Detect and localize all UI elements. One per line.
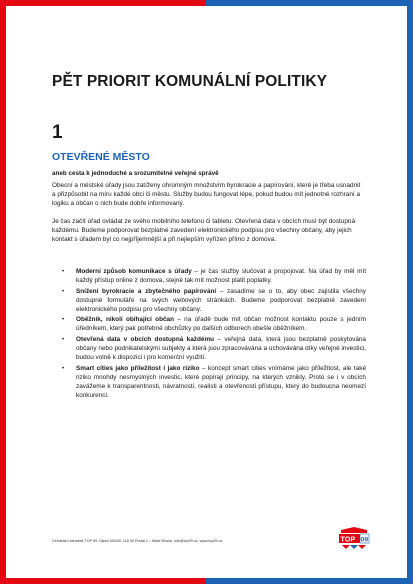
frame-bottom-blue — [206, 578, 413, 584]
section-lead: aneb cesta k jednoduché a srozumitelné veřejné správě — [52, 170, 219, 177]
list-item-text: – koncept smart cities vnímáme jako příležitost, ale také riziko mnohdy nesmyslných investic, které popírají principy, na kterých vznikly. Proto se i v obcích zavážeme k transparentnosti, návratnosti, realisti a otevřenosti přístupu, který do budoucna neomezí konkurenci. — [76, 364, 366, 399]
bullet-icon: • — [62, 365, 65, 372]
list-item-text: – je čas služby slučovat a propojovat. Na úřad by měl mít každý přístup online z domova, stejně tak mít možnost platit poplatky. — [76, 268, 366, 284]
paragraph-2: Je čas začít úřad ovládat ze svého mobilního telefonu či tabletu. Otevřená data v obcích musí být dostupná každému. Budeme podporovat bezplatné zavedení elektronického podpisu pro všechny občany, aby jejich kontakt s úřadem byl co nejpříjemnější a při nejlepším vyřízen přímo z domova. — [52, 218, 356, 243]
section-number: 1 — [52, 122, 63, 143]
section-title: OTEVŘENÉ MĚSTO — [52, 151, 150, 163]
list-item-heading: Moderní způsob komunikace s úřady — [76, 268, 192, 275]
document-title: PĚT PRIORIT KOMUNÁLNÍ POLITIKY — [52, 73, 328, 90]
list-item — [62, 365, 366, 401]
logo-text-num: 09 — [360, 536, 369, 544]
bullet-icon: • — [62, 317, 65, 324]
bullet-icon: • — [62, 337, 65, 344]
list-item — [62, 268, 366, 286]
logo-flag-red-icon — [342, 545, 350, 549]
frame-right-blue — [407, 0, 413, 584]
list-item — [62, 316, 366, 334]
frame-bottom-red — [0, 578, 206, 584]
list-item-text: – zasadíme se o to, aby obec zajistila všechny dostupné formuláře na svých webových stránkách. Budeme podporovat bezplatné zavedení elektronického podpisu pro všechny občany. — [76, 287, 366, 313]
list-item-heading: Oběžník, nikoli obíhající občan — [76, 316, 174, 324]
logo-flag-blue-icon — [350, 545, 358, 549]
frame-left-red — [0, 0, 6, 584]
list-item — [62, 336, 366, 363]
list-item-heading: Otevřená data v obcích dostupná každému — [76, 336, 215, 344]
bullet-icon: • — [62, 269, 65, 275]
frame-top-red — [0, 0, 206, 6]
logo-text-top: TOP — [340, 534, 356, 544]
list-item-text: – na úřadě bude mít občan možnost kontaktu pouze s jedním úředníkem, který pak potřebné obchůzky po dalších odborech obešle oběžníkem. — [76, 316, 367, 333]
list-item — [62, 288, 366, 315]
logo-roof-icon — [341, 527, 367, 533]
logo-flag-red2-icon — [358, 545, 366, 549]
top09-logo — [338, 526, 370, 551]
paragraph-1: Obecní a městské úřady jsou zatíženy ohromným množstvím byrokracie a papírování, které je třeba usnadnit a přizpůsobit na míru každé obci či městu. Služby budou fungovat lépe, pokud budou mít jednotné rozhraní a logiku a občan o nich bude dobře informovaný. — [52, 182, 361, 207]
priority-list — [62, 268, 366, 402]
footer-address: Celostátní kancelář TOP 09, Újezd 450/40, 118 00 Praha 1 – Malá Strana, info@top09.cz, www.top09.cz — [52, 539, 223, 543]
frame-top-blue — [206, 0, 413, 6]
list-item-heading: Smart cities jako příležitost i jako riziko — [76, 364, 200, 372]
list-item-text: – veřejná data, která jsou bezplatně poskytována občany nebo podnikatelskými subjekty a která jsou zpracovávána a uchovávána díky veřejné investici, budou volně k dispozici i pro komerční využití. — [76, 336, 366, 361]
list-item-heading: Snížení byrokracie a zbytečného papírování — [76, 287, 217, 295]
bullet-icon: • — [62, 288, 65, 295]
